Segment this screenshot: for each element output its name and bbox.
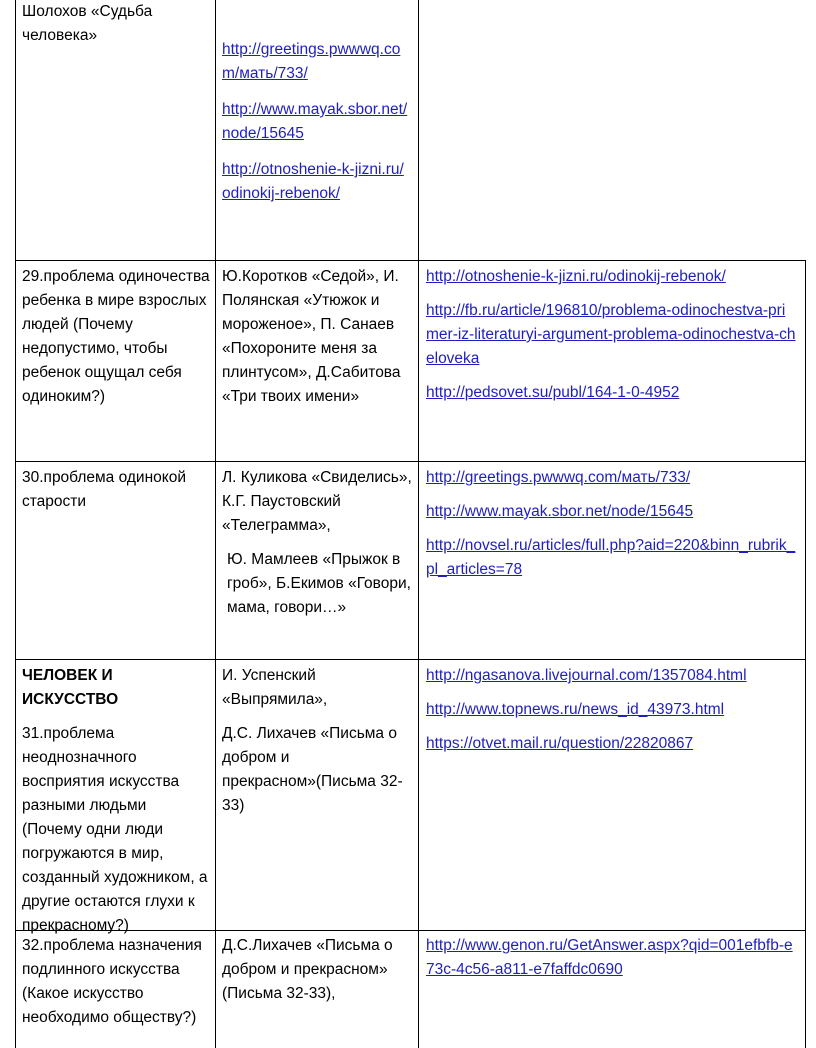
resource-link[interactable]: http://www.genon.ru/GetAnswer.aspx?qid=001efbfb-e73c-4c56-a811-e7faffdc0690 — [426, 937, 793, 978]
links-cell — [426, 934, 798, 982]
table-column-divider-1 — [215, 0, 216, 1048]
resource-link[interactable]: https://otvet.mail.ru/question/22820867 — [426, 735, 694, 752]
works-text: Д.С. Лихачев «Письма о добром и прекрасном»(Письма 32-33) — [222, 725, 403, 814]
resource-link[interactable]: http://novsel.ru/articles/full.php?aid=220&binn_rubrik_pl_articles=78 — [426, 537, 796, 578]
works-text: И. Успенский «Выпрямила», — [222, 667, 328, 708]
resource-link[interactable]: http://otnoshenie-k-jizni.ru/odinokij-rebenok/ — [222, 161, 404, 202]
resource-link[interactable]: http://www.topnews.ru/news_id_43973.html — [426, 701, 725, 718]
table-border-left — [15, 0, 16, 1048]
topic-cell — [22, 265, 210, 409]
links-cell — [426, 664, 798, 756]
topic-cell — [22, 466, 210, 514]
resource-link[interactable]: http://pedsovet.su/publ/164-1-0-4952 — [426, 384, 680, 401]
table-column-divider-2 — [418, 0, 419, 1048]
topic-text: 30.проблема одинокой старости — [22, 469, 187, 510]
links-cell — [426, 466, 798, 582]
links-cell — [426, 265, 798, 405]
topic-cell — [22, 0, 210, 48]
topic-cell — [22, 664, 210, 938]
topic-text: 31.проблема неоднозначного восприятия искусства разными людьми (Почему одни люди погружаются в мир, созданный художником, а другие остаются глухи к прекрасному?) — [22, 725, 208, 934]
resource-link[interactable]: http://www.mayak.sbor.net/node/15645 — [426, 503, 694, 520]
topic-text: 32.проблема назначения подлинного искусства (Какое искусство необходимо обществу?) — [22, 937, 202, 1026]
topic-text: Шолохов «Судьба человека» — [22, 3, 153, 44]
works-cell — [222, 664, 412, 818]
section-heading: ЧЕЛОВЕК И ИСКУССТВО — [22, 667, 119, 708]
topic-text: 29.проблема одиночества ребенка в мире взрослых людей (Почему недопустимо, чтобы ребенок ощущал себя одиноким?) — [22, 268, 210, 405]
row-divider — [15, 260, 806, 261]
resource-link[interactable]: http://otnoshenie-k-jizni.ru/odinokij-rebenok/ — [426, 268, 726, 285]
row-divider — [15, 659, 806, 660]
works-text: Ю.Коротков «Седой», И. Полянская «Утюжок и мороженое», П. Санаев «Похороните меня за плинтусом», Д.Сабитова «Три твоих имени» — [222, 268, 401, 405]
works-cell — [222, 934, 412, 1006]
resource-link[interactable]: http://greetings.pwwwq.com/мать/733/ — [426, 469, 691, 486]
works-text: Д.С.Лихачев «Письма о добром и прекрасном» (Письма 32-33), — [222, 937, 393, 1002]
works-cell — [222, 265, 412, 409]
topic-cell — [22, 934, 210, 1030]
works-text: Л. Куликова «Свиделись», К.Г. Паустовский «Телеграмма», — [222, 469, 412, 534]
resource-link[interactable]: http://fb.ru/article/196810/problema-odinochestva-primer-iz-literaturyi-argument-problema-odinochestva-cheloveka — [426, 302, 796, 367]
resource-link[interactable]: http://www.mayak.sbor.net/node/15645 — [222, 101, 408, 142]
works-cell — [222, 466, 412, 620]
links-cell — [222, 38, 412, 206]
resource-link[interactable]: http://greetings.pwwwq.com/мать/733/ — [222, 41, 401, 82]
resource-link[interactable]: http://ngasanova.livejournal.com/1357084.html — [426, 667, 747, 684]
works-text: Ю. Мамлеев «Прыжок в гроб», Б.Екимов «Говори, мама, говори…» — [227, 551, 411, 616]
row-divider — [15, 461, 806, 462]
